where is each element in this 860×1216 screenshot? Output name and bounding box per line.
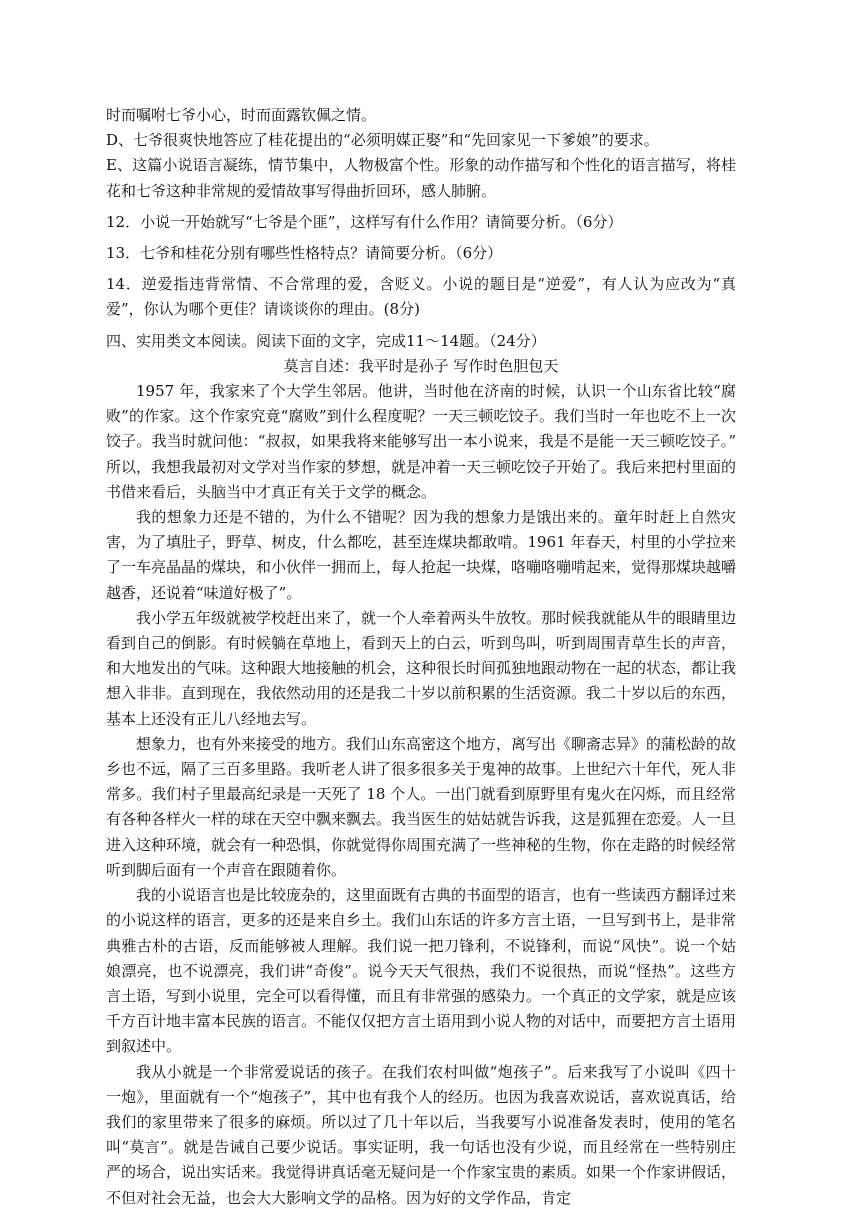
- article-paragraph: 我的想象力还是不错的，为什么不错呢？因为我的想象力是饿出来的。童年时赶上自然灾害，为了填肚子，野草、树皮，什么都吃，甚至连煤块都敢啃。1961 年春天，村里的小学拉来了一车亮晶晶的煤块，和小伙伴一拥而上，每人抢起一块煤，咯嘣咯嘣啃起来，觉得那煤块越嚼越香，还说着“味道好极了”。: [106, 508, 737, 602]
- question-13: 13．七爷和桂花分别有哪些性格特点？请简要分析。（6分）: [106, 244, 503, 263]
- question-14: 14．逆爱指违背常情、不合常理的爱，含贬义。小说的题目是“逆爱”，有人认为应改为“真爱”，你认为哪个更佳？请谈谈你的理由。(8分): [106, 275, 736, 319]
- article-paragraph: 我的小说语言也是比较庞杂的，这里面既有古典的书面型的语言，也有一些读西方翻译过来的小说这样的语言，更多的还是来自乡土。我们山东话的许多方言土语，一旦写到书上，是非常典雅古朴的古语，反而能够被人理解。我们说一把刀锋利，不说锋利，而说“风快”。说一个姑娘漂亮，也不说漂亮，我们讲“奇俊”。说今天天气很热，我们不说很热，而说“怪热”。这些方言土语，写到小说里，完全可以看得懂，而且有非常强的感染力。一个真正的文学家，就是应该千方百计地丰富本民族的语言。不能仅仅把方言土语用到小说人物的对话中，而要把方言土语用到叙述中。: [106, 886, 737, 1056]
- article-paragraph: 我从小就是一个非常爱说话的孩子。在我们农村叫做“炮孩子”。后来我写了小说叫《四十一炮》，里面就有一个“炮孩子”，其中也有我个人的经历。也因为我喜欢说话，喜欢说真话，给我们的家里带来了很多的麻烦。所以过了几十年以后，当我要写小说准备发表时，使用的笔名叫“莫言”。就是告诫自己要少说话。事实证明，我一句话也没有少说，而且经常在一些特别庄严的场合，说出实话来。我觉得讲真话毫无疑问是一个作家宝贵的素质。如果一个作家讲假话，不但对社会无益，也会大大影响文学的品格。因为好的文学作品，肯定: [106, 1062, 737, 1207]
- section-heading: 四、实用类文本阅读。阅读下面的文字，完成11～14题。（24分）: [106, 331, 546, 350]
- article-paragraph: 想象力，也有外来接受的地方。我们山东高密这个地方，离写出《聊斋志异》的蒲松龄的故乡也不远，隔了三百多里路。我听老人讲了很多很多关于鬼神的故事。上世纪六十年代，死人非常多。我们村子里最高纪录是一天死了 18 个人。一出门就看到原野里有鬼火在闪烁，而且经常有各种各样火一样的球在天空中飘来飘去。我当医生的姑姑就告诉我，这是狐狸在恋爱。人一旦进入这种环境，就会有一种恐惧，你就觉得你周围充满了一些神秘的生物，你在走路的时候经常听到脚后面有一个声音在跟随着你。: [106, 734, 737, 879]
- option-e: E、这篇小说语言凝练，情节集中，人物极富个性。形象的动作描写和个性化的语言描写，将桂花和七爷这种非常规的爱情故事写得曲折回环，感人肺腑。: [106, 156, 736, 200]
- document-page: [106, 103, 736, 1211]
- article-title: 莫言自述：我平时是孙子 写作时色胆包天: [283, 356, 559, 375]
- article-paragraph: 1957 年，我家来了个大学生邻居。他讲，当时他在济南的时候，认识一个山东省比较“腐败”的作家。这个作家究竟“腐败”到什么程度呢？一天三顿吃饺子。我们当时一年也吃不上一次饺子。我当时就问他：“叔叔，如果我将来能够写出一本小说来，我是不是能一天三顿吃饺子。” 所以，我想我最初对文学对当作家的梦想，就是冲着一天三顿吃饺子开始了。我后来把村里面的书借来看后，头脑当中才真正有关于文学的概念。: [106, 382, 737, 501]
- option-c-tail: 时而嘱咐七爷小心，时而面露钦佩之情。: [106, 106, 377, 124]
- question-12: 12．小说一开始就写“七爷是个匪”，这样写有什么作用？请简要分析。（6分）: [106, 212, 623, 231]
- article-paragraph: 我小学五年级就被学校赶出来了，就一个人牵着两头牛放牧。那时候我就能从牛的眼睛里边看到自己的倒影。有时候躺在草地上，看到天上的白云，听到鸟叫，听到周围青草生长的声音，和大地发出的气味。这种跟大地接触的机会，这种很长时间孤独地跟动物在一起的状态，都让我想入非非。直到现在，我依然动用的还是我二十岁以前积累的生活资源。我二十岁以后的东西，基本上还没有正儿八经地去写。: [106, 608, 737, 728]
- option-d: D、七爷很爽快地答应了桂花提出的“必须明媒正娶”和“先回家见一下爹娘”的要求。: [106, 131, 659, 150]
